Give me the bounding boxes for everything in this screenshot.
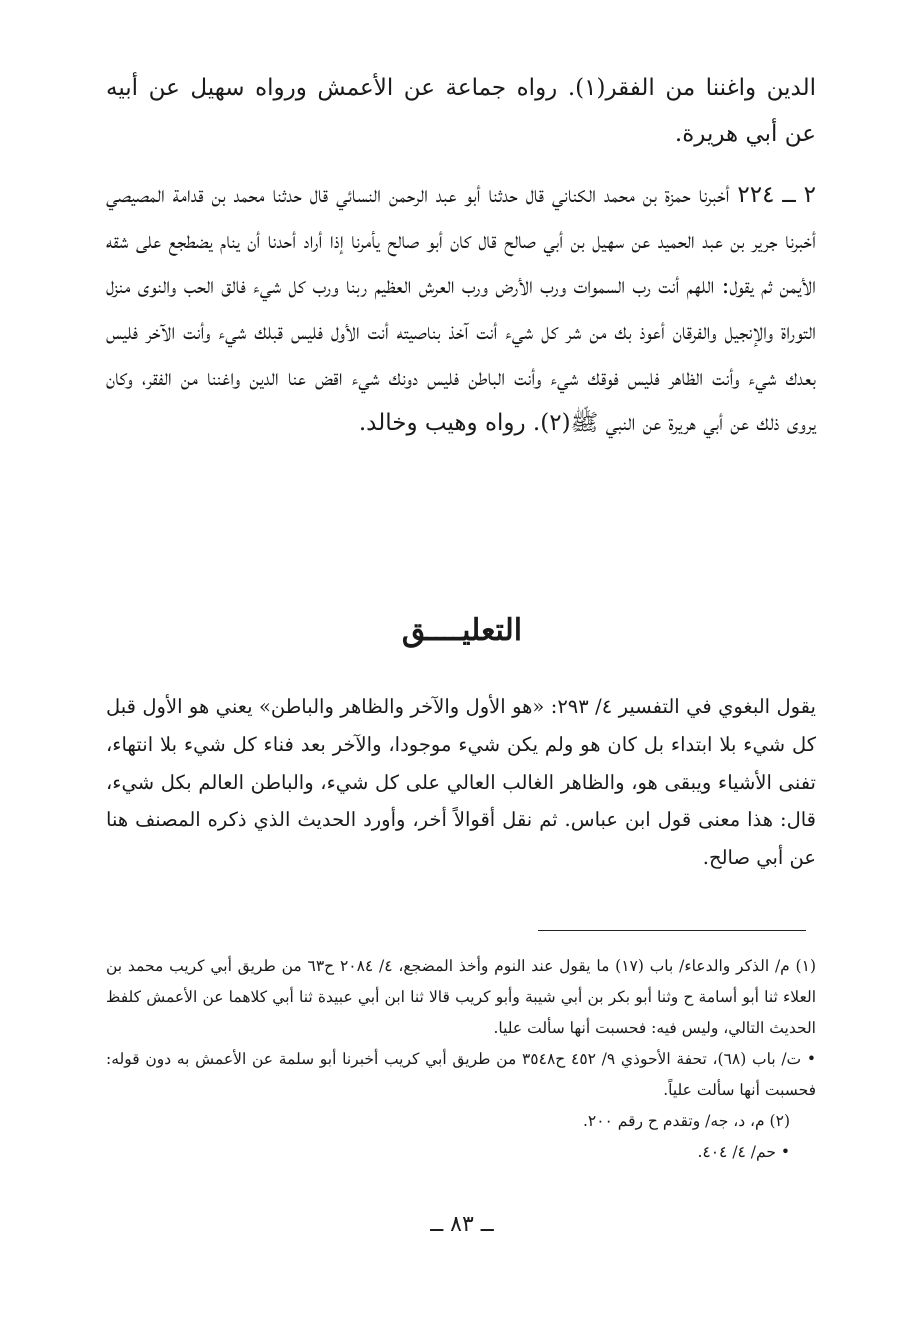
footnotes — [106, 951, 816, 1168]
commentary-paragraph: يقول البغوي في التفسير ٤/ ٢٩٣: «هو الأول والآخر والظاهر والباطن» يعني هو الأول قبل كل شيء بلا ابتداء بل كان هو ولم يكن شيء موجودا، والآخر بعد فناء كل شيء بلا انتهاء، تفنى الأشياء ويبقى هو، والظاهر الغالب العالي على كل شيء، والباطن العالم بكل شيء، قال: هذا معنى قول ابن عباس. ثم نقل أقوالاً أخر، وأورد الحديث الذي ذكره المصنف هنا عن أبي صالح. — [106, 695, 816, 870]
footnote-2: (٢) م، د، جه/ وتقدم ح رقم ٢٠٠. — [582, 1112, 790, 1130]
footnote-1-continuation: • ت/ باب (٦٨)، تحفة الأحوذي ٩/ ٤٥٢ ح٣٥٤٨ من طريق أبي كريب أخبرنا أبو سلمة عن الأعمش به دون قوله: فحسبت أنها سألت علياً. — [106, 1050, 816, 1099]
main-paragraph-2: ٢ ــ ٢٢٤ أخبرنا حمزة بن محمد الكناني قال حدثنا أبو عبد الرحمن النسائي قال حدثنا محمد بن قدامة المصيصي أخبرنا جرير بن عبد الحميد عن سهيل بن أبي صالح قال كان أبو صالح يأمرنا إذا أراد أحدنا أن ينام يضطجع على شقه الأيمن ثم يقول: اللهم أنت رب السموات ورب الأرض ورب العرش العظيم ربنا ورب كل شيء فالق الحب والنوى منزل التوراة والإنجيل والفرقان أعوذ بك من شر كل شيء أنت آخذ بناصيته أنت الأول فليس قبلك شيء وأنت الآخر فليس بعدك شيء وأنت الظاهر فليس فوقك شيء وأنت الباطن فليس دونك شيء اقض عنا الدين واغننا من الفقر، وكان يروى ذلك عن أبي هريرة عن النبي ﷺ(٢). رواه وهيب وخالد. — [106, 182, 816, 437]
main-text — [106, 66, 816, 447]
commentary-text — [106, 688, 816, 877]
footnote-2-continuation: • حم/ ٤/ ٤٠٤. — [697, 1143, 790, 1161]
section-heading: التعليــــق — [401, 613, 523, 648]
main-paragraph-1: الدين واغننا من الفقر(١). رواه جماعة عن الأعمش ورواه سهيل عن أبيه عن أبي هريرة. — [106, 75, 817, 147]
page-number: ــ ٨٣ ــ — [430, 1212, 494, 1237]
footnote-1: (١) م/ الذكر والدعاء/ باب (١٧) ما يقول عند النوم وأخذ المضجع، ٤/ ٢٠٨٤ ح٦٣ من طريق أبي كريب محمد بن العلاء ثنا أبو أسامة ح وثنا أبو بكر بن أبي شيبة وأبو كريب قالا ثنا ابن أبي عبيدة ثنا أبي كلاهما عن الأعمش كلفظ الحديث التالي، وليس فيه: فحسبت أنها سألت عليا. — [106, 957, 816, 1037]
footnote-divider — [538, 930, 806, 931]
